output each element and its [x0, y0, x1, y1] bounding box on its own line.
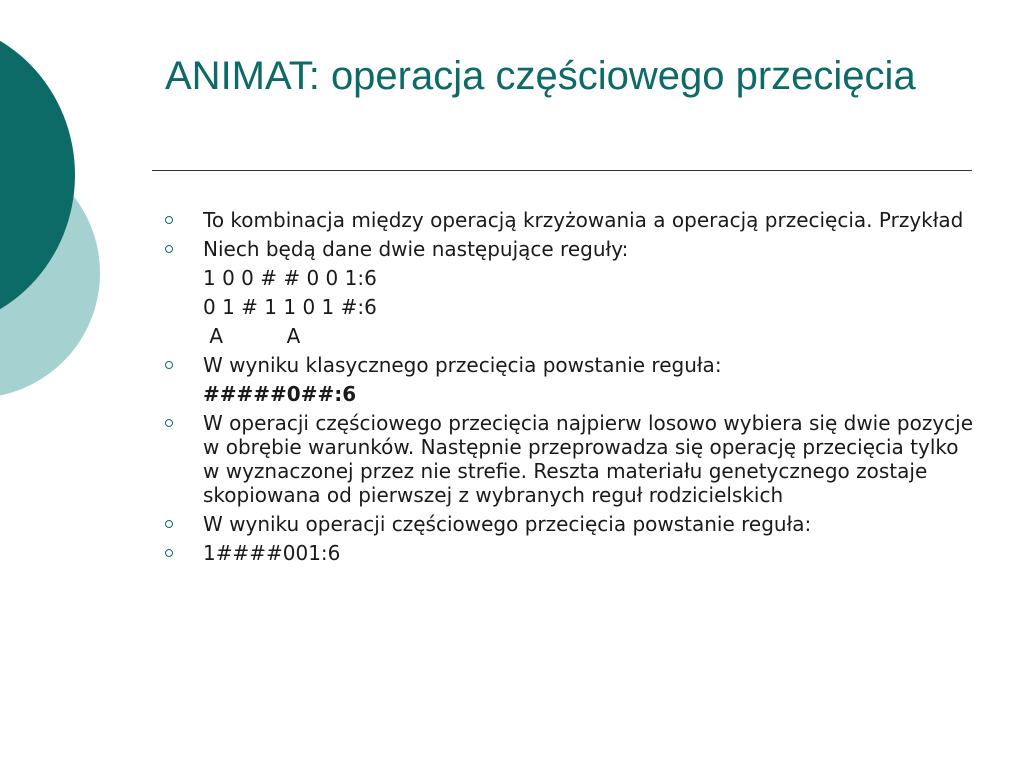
bullet-text: To kombinacja między operacją krzyżowania a operacją przecięcia. Przykład [203, 208, 964, 232]
hollow-circle-icon [165, 520, 173, 528]
bullet-text: Niech będą dane dwie następujące reguły: [203, 237, 629, 261]
bullet-item [155, 237, 975, 261]
rule-line [155, 382, 975, 406]
slide-content [155, 208, 975, 570]
rule-line [155, 266, 975, 290]
slide-title: ANIMAT: operacja częściowego przecięcia [165, 54, 916, 98]
hollow-circle-icon [165, 419, 173, 427]
bullet-text: W operacji częściowego przecięcia najpierw losowo wybiera się dwie pozycje w obrębie warunków. Następnie przeprowadza się operację przecięcia tylko w wyznaczonej przez nie strefie. Reszta materiału genetycznego zostaje skopiowana od pierwszej z wybranych reguł rodzicielskich [203, 411, 974, 507]
hollow-circle-icon [165, 361, 173, 369]
bullet-text: 1####001:6 [203, 541, 341, 565]
bullet-item [155, 353, 975, 377]
bullet-item [155, 512, 975, 536]
bullet-text: W wyniku klasycznego przecięcia powstanie reguła: [203, 353, 722, 377]
title-divider [152, 170, 972, 171]
hollow-circle-icon [165, 216, 173, 224]
bullet-item [155, 411, 975, 507]
rule-text: 0 1 # 1 1 0 1 #:6 [203, 295, 377, 319]
result-rule-text: #####0##:6 [203, 382, 357, 406]
bullet-item [155, 541, 975, 565]
bullet-text: W wyniku operacji częściowego przecięcia powstanie reguła: [203, 512, 812, 536]
rule-line [155, 324, 975, 348]
rule-text: 1 0 0 # # 0 0 1:6 [203, 266, 377, 290]
hollow-circle-icon [165, 245, 173, 253]
rule-line [155, 295, 975, 319]
position-markers: A A [203, 324, 301, 348]
hollow-circle-icon [165, 549, 173, 557]
bullet-item [155, 208, 975, 232]
